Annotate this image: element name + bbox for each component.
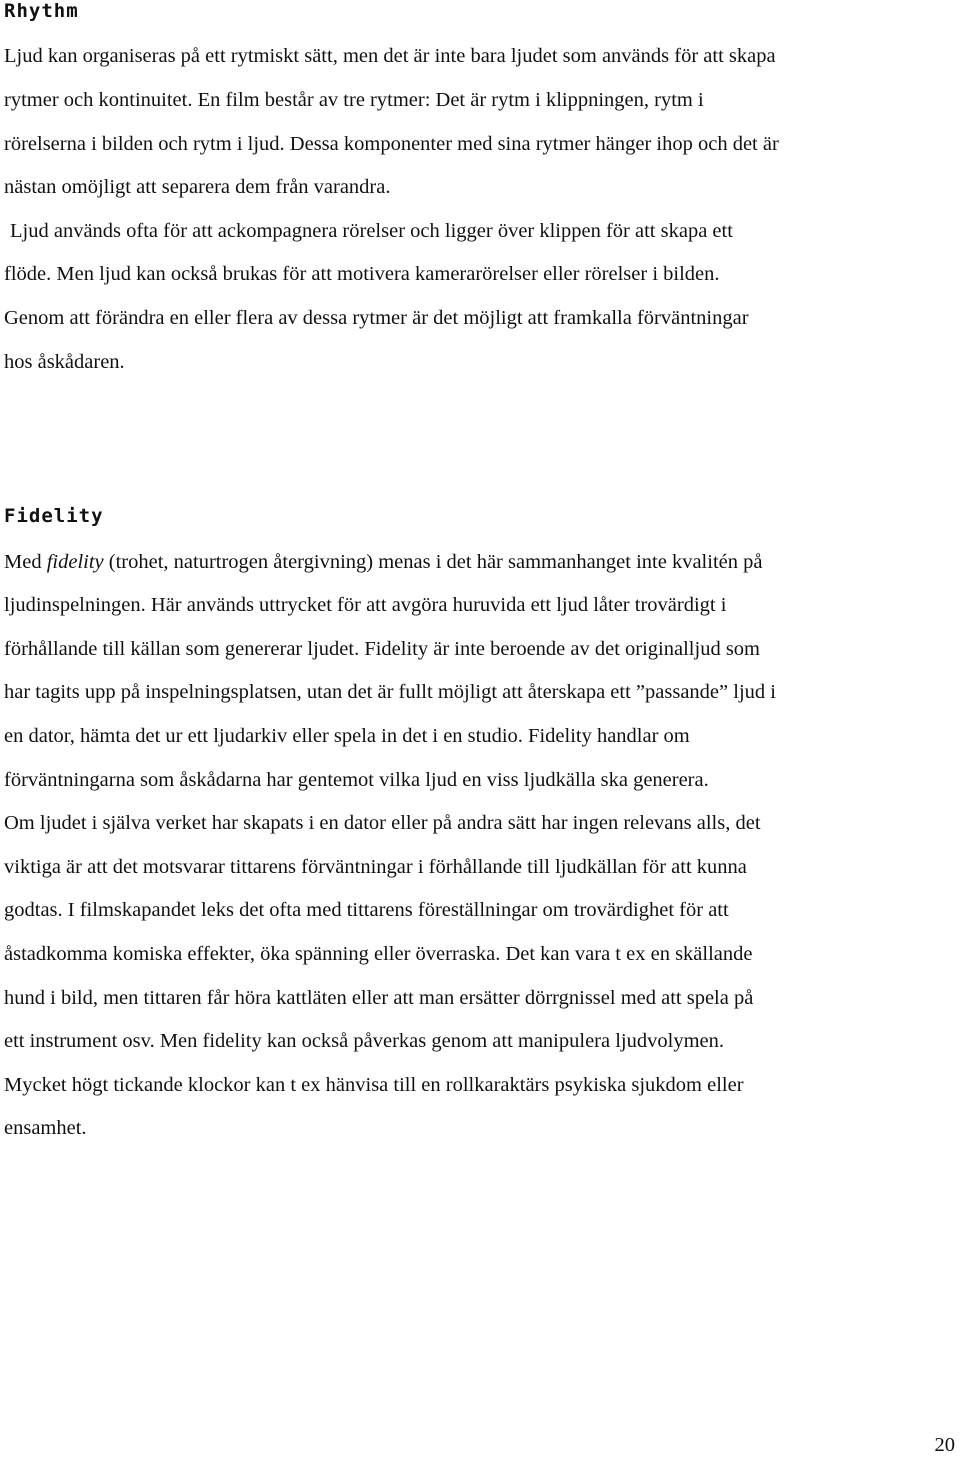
fidelity-line-4: har tagits upp på inspelningsplatsen, utan det är fullt möjligt att återskapa ett ”passande” ljud i	[4, 681, 776, 703]
rhythm-line-8: hos åskådaren.	[4, 351, 125, 373]
fidelity-line-12: ett instrument osv. Men fidelity kan också påverkas genom att manipulera ljudvolymen.	[4, 1030, 724, 1052]
fidelity-line-2: ljudinspelningen. Här används uttrycket för att avgöra huruvida ett ljud låter trovärdigt i	[4, 594, 727, 616]
rhythm-line-1: Ljud kan organiseras på ett rytmiskt sätt, men det är inte bara ljudet som används för att skapa	[4, 45, 776, 67]
fidelity-line-1-end: (trohet, naturtrogen återgivning) menas i det här sammanhanget inte kvalitén på	[103, 551, 763, 573]
fidelity-line-3: förhållande till källan som genererar ljudet. Fidelity är inte beroende av det originalljud som	[4, 638, 760, 660]
fidelity-line-5: en dator, hämta det ur ett ljudarkiv eller spela in det i en studio. Fidelity handlar om	[4, 725, 690, 747]
page-number: 20	[934, 1434, 955, 1456]
fidelity-line-14: ensamhet.	[4, 1117, 87, 1139]
fidelity-line-11: hund i bild, men tittaren får höra kattläten eller att man ersätter dörrgnissel med att spela på	[4, 987, 754, 1009]
rhythm-line-3: rörelserna i bilden och rytm i ljud. Dessa komponenter med sina rytmer hänger ihop och det är	[4, 133, 779, 155]
rhythm-line-5: Ljud används ofta för att ackompagnera rörelser och ligger över klippen för att skapa ett	[10, 220, 733, 242]
rhythm-line-2: rytmer och kontinuitet. En film består av tre rytmer: Det är rytm i klippningen, rytm i	[4, 89, 704, 111]
fidelity-line-9: godtas. I filmskapandet leks det ofta med tittarens föreställningar om trovärdighet för att	[4, 899, 729, 921]
fidelity-line-1-start: Med	[4, 551, 47, 573]
rhythm-line-6: flöde. Men ljud kan också brukas för att motivera kamerarörelser eller rörelser i bilden.	[4, 263, 720, 285]
fidelity-line-6: förväntningarna som åskådarna har gentemot vilka ljud en viss ljudkälla ska generera.	[4, 769, 709, 791]
fidelity-line-7: Om ljudet i själva verket har skapats i en dator eller på andra sätt har ingen relevans alls, det	[4, 812, 761, 834]
fidelity-line-8: viktiga är att det motsvarar tittarens förväntningar i förhållande till ljudkällan för att kunna	[4, 856, 747, 878]
rhythm-line-7: Genom att förändra en eller flera av dessa rytmer är det möjligt att framkalla förväntningar	[4, 307, 749, 329]
fidelity-term: fidelity	[46, 551, 104, 573]
rhythm-line-4: nästan omöjligt att separera dem från varandra.	[4, 176, 391, 198]
rhythm-heading: Rhythm	[4, 0, 79, 22]
fidelity-line-1	[4, 549, 762, 575]
fidelity-line-10: åstadkomma komiska effekter, öka spänning eller överraska. Det kan vara t ex en skällande	[4, 943, 753, 965]
fidelity-line-13: Mycket högt tickande klockor kan t ex hänvisa till en rollkaraktärs psykiska sjukdom eller	[4, 1074, 744, 1096]
fidelity-heading: Fidelity	[4, 505, 104, 527]
